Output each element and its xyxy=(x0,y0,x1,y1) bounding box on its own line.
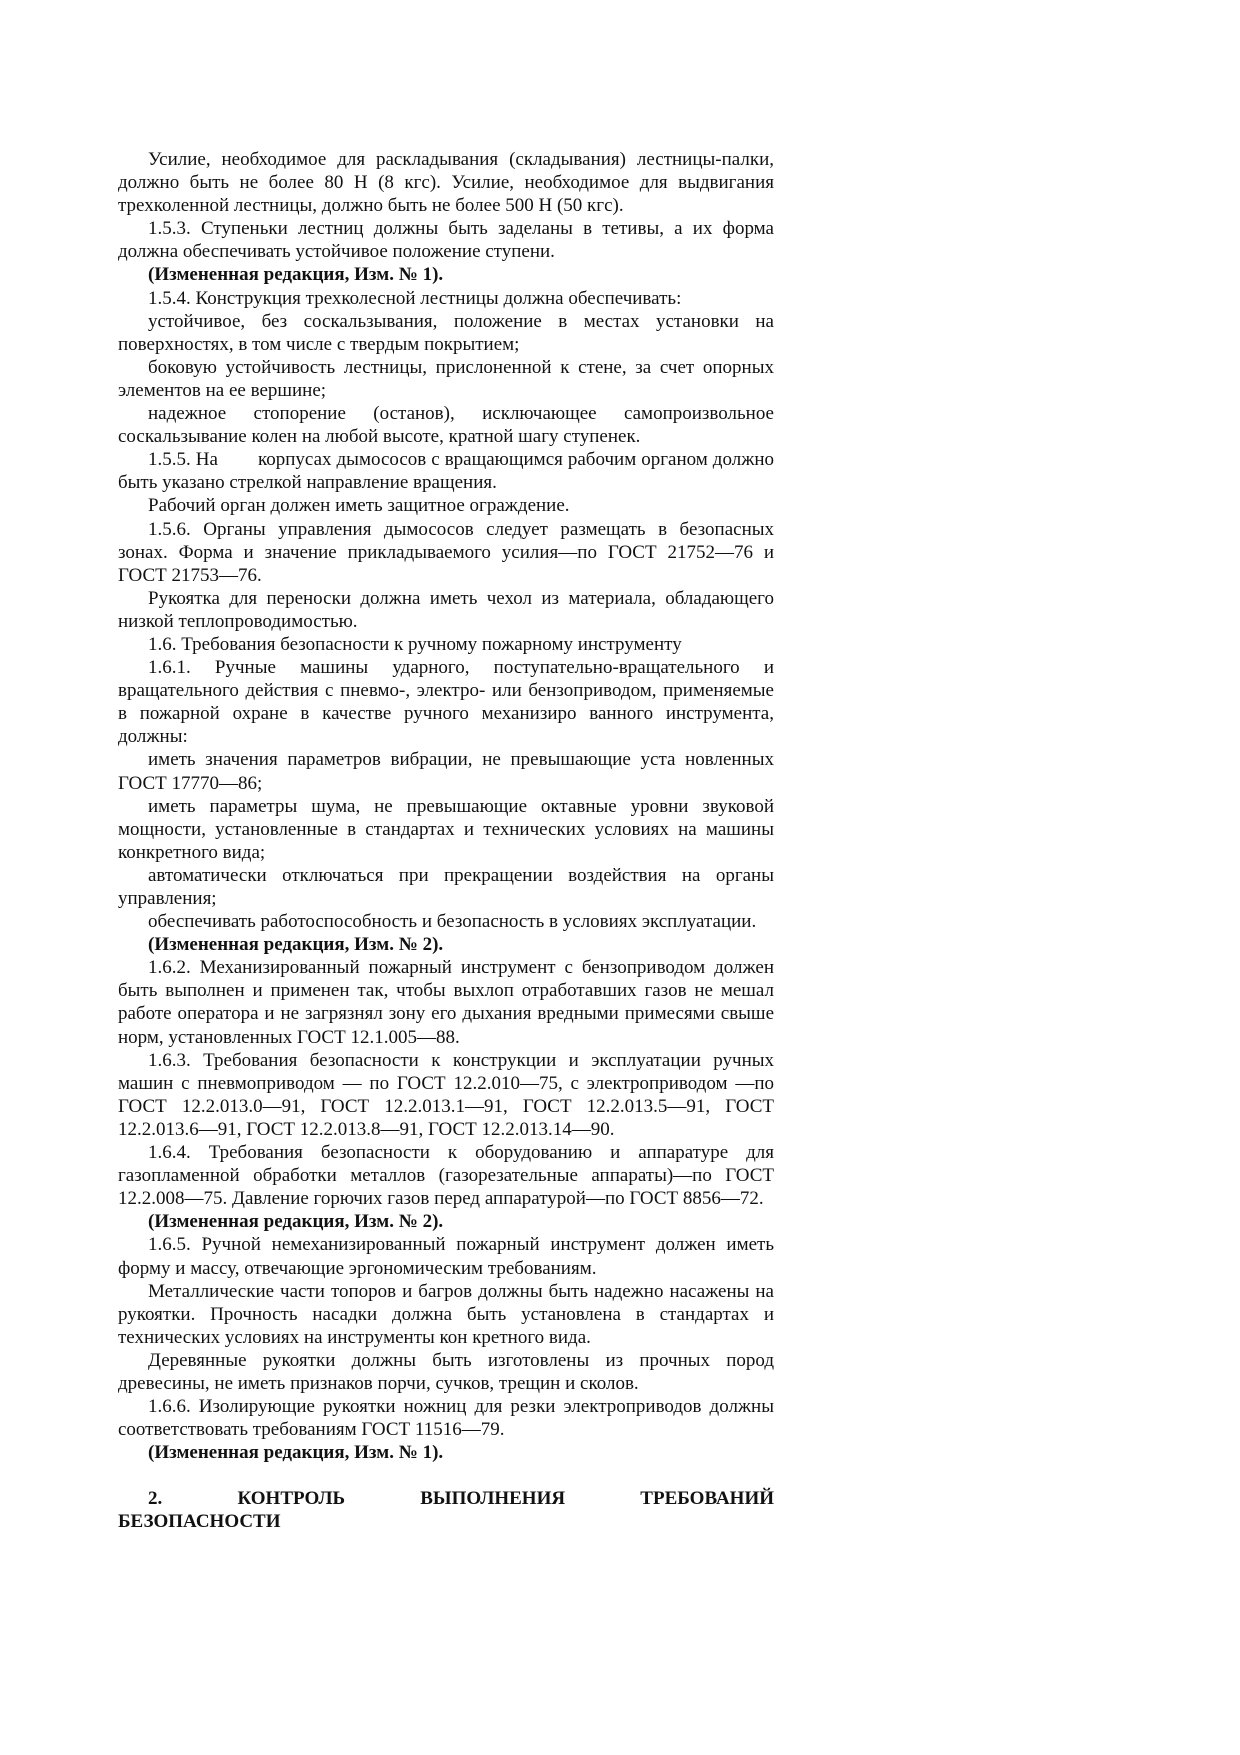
paragraph-1-5-6: 1.5.6. Органы управления дымососов следует размещать в безопасных зонах. Форма и значение прикладываемого усилия—по ГОСТ 21752—76 и ГОСТ 21753—76. xyxy=(118,518,774,586)
list-item-lateral-stability: боковую устойчивость лестницы, прислоненной к стене, за счет опорных элементов на ее вершине; xyxy=(118,356,774,401)
paragraph-guard: Рабочий орган должен иметь защитное ограждение. xyxy=(148,495,570,517)
document-page xyxy=(118,148,779,1534)
paragraph-1-6-2: 1.6.2. Механизированный пожарный инструмент с бензоприводом должен быть выполнен и применен так, чтобы выхлоп отработавших газов не мешал работе оператора и не загрязнял зону его дыхания вредными примесями свыше норм, установленных ГОСТ 12.1.005—88. xyxy=(118,957,774,1048)
paragraph-1-6-4: 1.6.4. Требования безопасности к оборудованию и аппаратуре для газопламенной обработки металлов (газорезательные аппараты)—по ГОСТ 12.2.008—75. Давление горючих газов перед аппаратурой—по ГОСТ 8856—72. xyxy=(118,1142,774,1210)
amendment-note: (Измененная редакция, Изм. № 2). xyxy=(148,1211,444,1233)
paragraph-metal-parts: Металлические части топоров и багров должны быть надежно насажены на рукоятки. Прочность насадки должна быть установлена в стандартах и технических условиях на инструменты кон кретного вида. xyxy=(118,1280,774,1348)
paragraph-1-5-5: 1.5.5. На корпусах дымососов с вращающимся рабочим органом должно быть указано стрелкой направление вращения. xyxy=(118,449,779,494)
paragraph-wooden-handles: Деревянные рукоятки должны быть изготовлены из прочных пород древесины, не иметь признаков порчи, сучков, трещин и сколов. xyxy=(118,1349,774,1394)
paragraph-1-5-3: 1.5.3. Ступеньки лестниц должны быть заделаны в тетивы, а их форма должна обеспечивать устойчивое положение ступени. xyxy=(118,218,774,263)
list-item-reliability: обеспечивать работоспособность и безопасность в условиях эксплуатации. xyxy=(148,911,757,933)
paragraph-1-5-4: 1.5.4. Конструкция трехколесной лестницы должна обеспечивать: xyxy=(148,287,682,309)
list-item-locking: надежное стопорение (останов), исключающее самопроизвольное соскальзывание колен на любой высоте, кратной шагу ступенек. xyxy=(118,403,774,448)
paragraph-1-6-3: 1.6.3. Требования безопасности к конструкции и эксплуатации ручных машин с пневмоприводом — по ГОСТ 12.2.010—75, с электроприводом —по ГОСТ 12.2.013.0—91, ГОСТ 12.2.013.1—91, ГОСТ 12.2.013.5—91, ГОСТ 12.2.013.6—91, ГОСТ 12.2.013.8—91, ГОСТ 12.2.013.14—90. xyxy=(118,1049,774,1140)
section-heading: 2. КОНТРОЛЬ ВЫПОЛНЕНИЯ ТРЕБОВАНИЙ xyxy=(148,1488,774,1510)
paragraph-force-requirements: Усилие, необходимое для раскладывания (складывания) лестницы-палки, должно быть не более 80 Н (8 кгс). Усилие, необходимое для выдвигания трехколенной лестницы, должно быть не более 500 Н (50 кгс). xyxy=(118,149,774,217)
paragraph-1-6-6: 1.6.6. Изолирующие рукоятки ножниц для резки электроприводов должны соответствовать требованиям ГОСТ 11516—79. xyxy=(118,1396,774,1441)
amendment-note: (Измененная редакция, Изм. № 1). xyxy=(148,1442,444,1464)
amendment-note: (Измененная редакция, Изм. № 2). xyxy=(148,934,444,956)
amendment-note: (Измененная редакция, Изм. № 1). xyxy=(148,264,444,286)
section-heading-continuation: БЕЗОПАСНОСТИ xyxy=(118,1511,281,1533)
list-item-stability: устойчивое, без соскальзывания, положение в местах установки на поверхностях, в том числе с твердым покрытием; xyxy=(118,310,774,355)
list-item-auto-off: автоматически отключаться при прекращении воздействия на органы управления; xyxy=(118,864,774,909)
paragraph-handle-cover: Рукоятка для переноски должна иметь чехол из материала, обладающего низкой теплопроводимостью. xyxy=(118,587,774,632)
paragraph-1-6-1: 1.6.1. Ручные машины ударного, поступательно-вращательного и вращательного действия с пневмо-, электро- или бензоприводом, применяемые в пожарной охране в качестве ручного механизиро ванного инструмента, должны: xyxy=(118,657,774,748)
paragraph-1-6-5: 1.6.5. Ручной немеханизированный пожарный инструмент должен иметь форму и массу, отвечающие эргономическим требованиям. xyxy=(118,1234,774,1279)
paragraph-1-6: 1.6. Требования безопасности к ручному пожарному инструменту xyxy=(148,633,682,655)
list-item-noise: иметь параметры шума, не превышающие октавные уровни звуковой мощности, установленные в стандартах и технических условиях на машины конкретного вида; xyxy=(118,795,774,863)
list-item-vibration: иметь значения параметров вибрации, не превышающие уста новленных ГОСТ 17770—86; xyxy=(118,749,774,794)
